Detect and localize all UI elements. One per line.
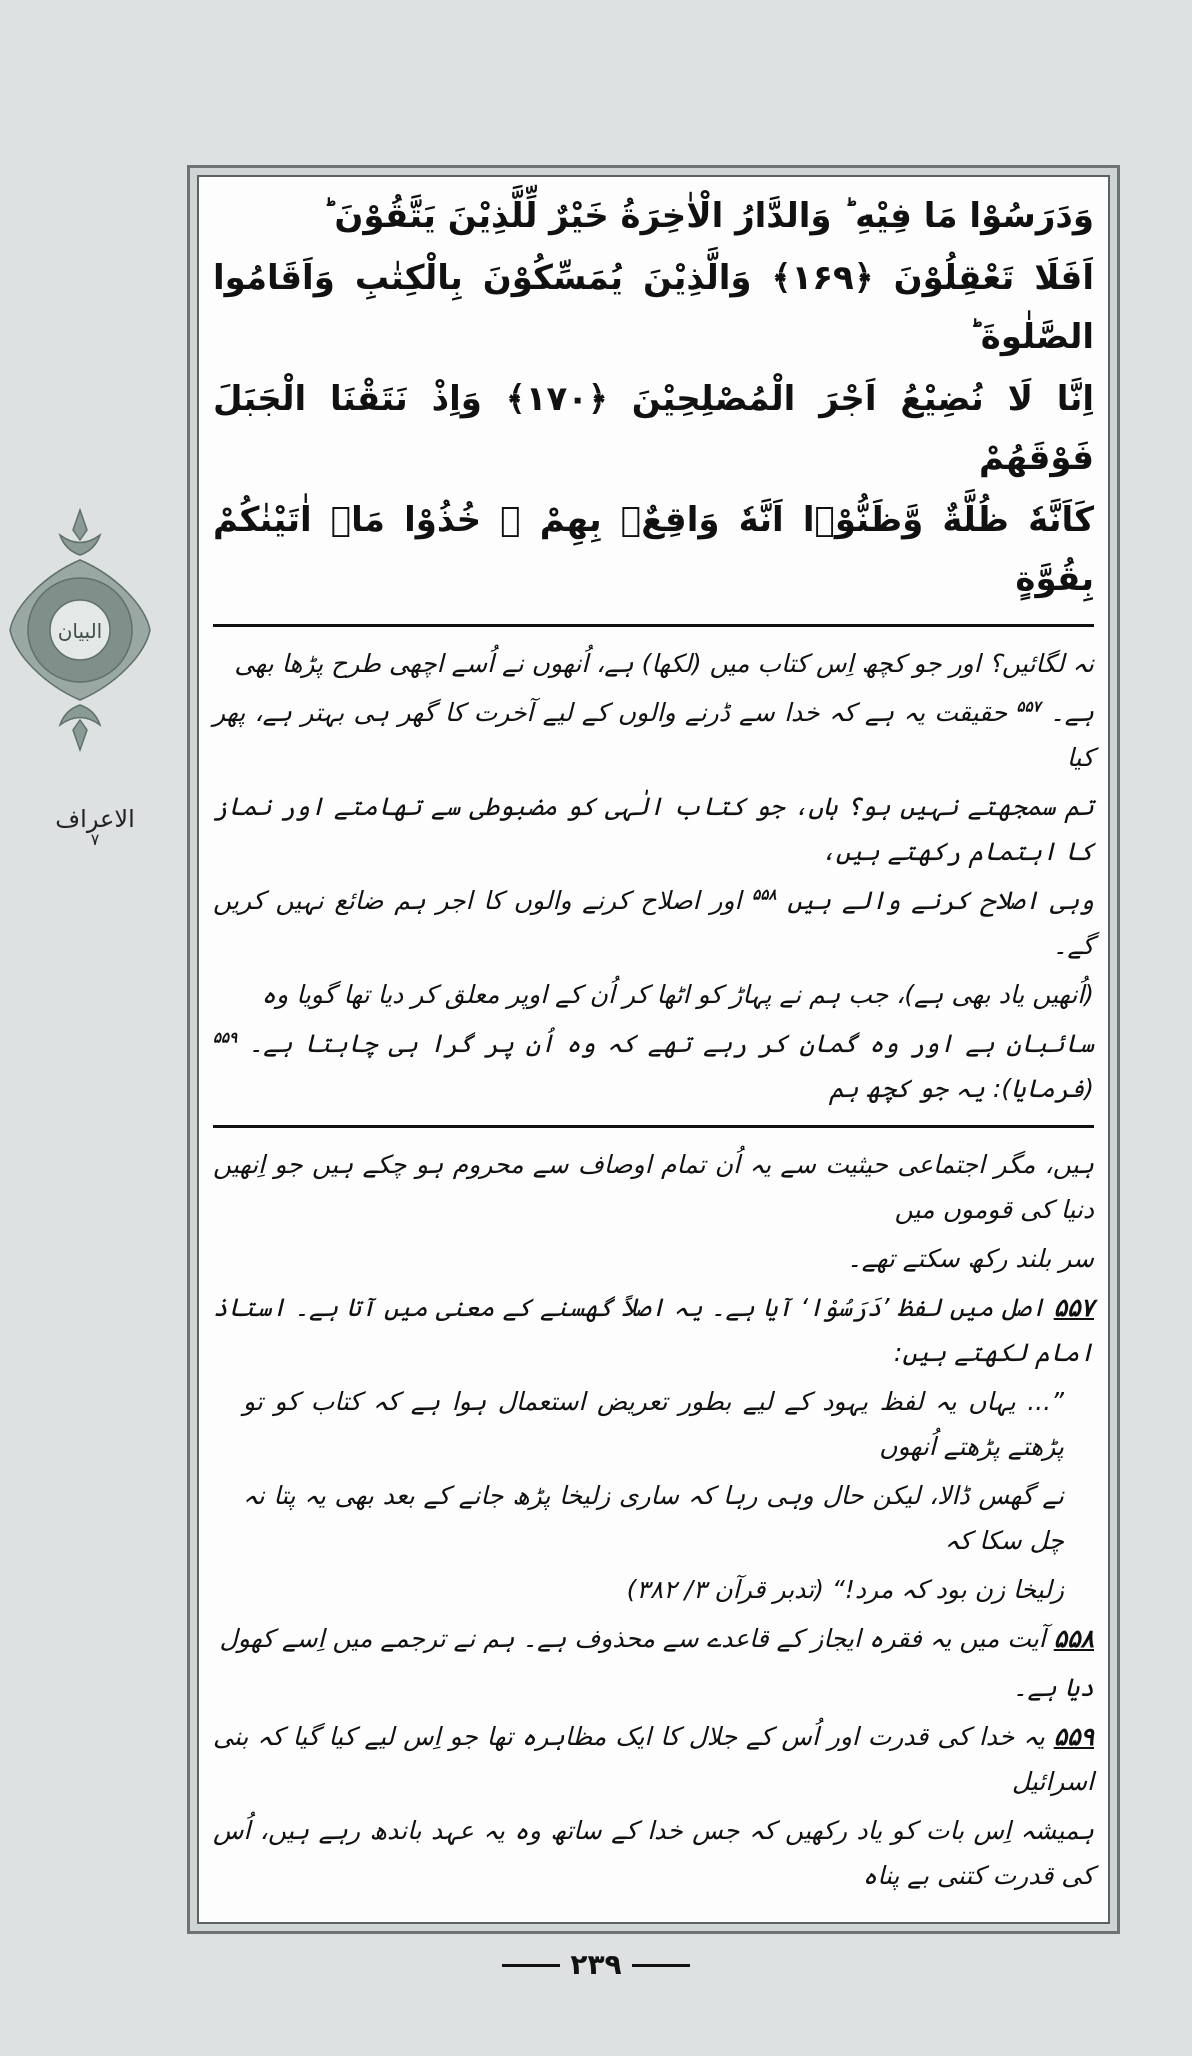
footnote-text: یہ خدا کی قدرت اور اُس کے جلال کا ایک مظاہرہ تھا جو اِس لیے کیا گیا کہ بنی اسرائیل <box>213 1721 1094 1796</box>
translation-line: (اُنھیں یاد بھی ہے)، جب ہم نے پہاڑ کو اٹھا کر اُن کے اوپر معلق کر دیا تھا گویا وہ <box>261 979 1094 1009</box>
section-divider <box>213 624 1094 627</box>
note-line: سر بلند رکھ سکتے تھے۔ <box>847 1243 1094 1273</box>
translation-line <box>213 1021 1094 1111</box>
translation-line <box>213 878 1094 968</box>
page-frame-inner <box>197 175 1110 1924</box>
footnote-quote-line: ”... یہاں یہ لفظ یہود کے لیے بطور تعریض استعمال ہوا ہے کہ کتاب کو تو پڑھتے پڑھتے اُنھوں <box>243 1386 1064 1461</box>
page-number-dash <box>632 1964 690 1967</box>
footnote-ref-558[interactable]: ۵۵۸ <box>752 885 777 904</box>
translation-text: (فرمایا): یہ جو کچھ ہم <box>829 1073 1094 1103</box>
surah-label <box>40 805 150 847</box>
footnote-text: آیت میں یہ فقرہ ایجاز کے قاعدے سے محذوف ہے۔ ہم نے ترجمے میں اِسے کھول <box>219 1623 1046 1653</box>
footnote-558 <box>213 1616 1094 1661</box>
translation-line <box>213 690 1094 780</box>
translation-text: سائبان ہے اور وہ گمان کر رہے تھے کہ وہ اُن پر گرا ہی چاہتا ہے۔ <box>248 1028 1094 1058</box>
page-number-dash <box>502 1964 560 1967</box>
medallion-title: البیان <box>57 619 103 643</box>
footnote-ref-557[interactable]: ۵۵۷ <box>1016 697 1041 716</box>
page-number-text: ۲۳۹ <box>570 1947 622 1981</box>
footnote-quote-line: نے گھس ڈالا، لیکن حال وہی رہا کہ ساری زلیخا پڑھ جانے کے بعد بھی یہ پتا نہ چل سکا کہ <box>243 1480 1064 1555</box>
al-bayan-medallion-ornament <box>5 505 155 755</box>
arabic-verse-line: وَدَرَسُوْا مَا فِيْهِ ؕ وَالدَّارُ الْاٰخِرَةُ خَيْرٌ لِّلَّذِيْنَ يَتَّقُوْنَ ؕ <box>322 196 1094 236</box>
page-number <box>0 1948 1192 1981</box>
surah-number: ۷ <box>90 830 100 849</box>
translation-text: اور اصلاح کرنے والوں کا اجر ہم ضائع نہیں کریں گے۔ <box>213 885 1094 960</box>
footnote-ref-559[interactable]: ۵۵۹ <box>213 1028 238 1047</box>
footnote-557 <box>213 1285 1094 1375</box>
note-line: دیا ہے۔ <box>1012 1672 1094 1702</box>
footnote-number: ۵۵۸ <box>1053 1623 1094 1653</box>
footnote-text: اصل میں لفظ ’دَرَسُوْا‘ آیا ہے۔ یہ اصلاً گھسنے کے معنی میں آتا ہے۔ استاذ امام لکھتے ہیں: <box>213 1292 1094 1367</box>
arabic-verse-line: اَفَلَا تَعْقِلُوْنَ ﴿۱۶۹﴾ وَالَّذِيْنَ يُمَسِّكُوْنَ بِالْكِتٰبِ وَاَقَامُوا الصَّلٰوةَ ؕ <box>213 257 1094 357</box>
arabic-verse-line: اِنَّا لَا نُضِيْعُ اَجْرَ الْمُصْلِحِيْنَ ﴿۱۷۰﴾ وَاِذْ نَتَقْنَا الْجَبَلَ فَوْقَهُمْ <box>213 378 1094 478</box>
footnote-number: ۵۵۷ <box>1053 1292 1094 1322</box>
note-line: ہمیشہ اِس بات کو یاد رکھیں کہ جس خدا کے ساتھ وہ یہ عہد باندھ رہے ہیں، اُس کی قدرت کتنی بے پناہ <box>213 1815 1094 1890</box>
arabic-verse-line: كَاَنَّهٗ ظُلَّةٌ وَّظَنُّوْۤا اَنَّهٗ وَاقِعٌۢ بِهِمْ ۚ خُذُوْا مَاۤ اٰتَيْنٰكُمْ بِقُوَّةٍ <box>213 499 1094 599</box>
page-frame-outer <box>187 165 1120 1934</box>
translation-line: تم سمجھتے نہیں ہو؟ ہاں، جو کتاب الٰہی کو مضبوطی سے تھامتے اور نماز کا اہتمام رکھتے ہیں، <box>213 791 1094 866</box>
note-line: ہیں، مگر اجتماعی حیثیت سے یہ اُن تمام اوصاف سے محروم ہو چکے ہیں جو اِنھیں دنیا کی قوموں میں <box>213 1149 1094 1224</box>
surah-name: الاعراف <box>55 805 135 833</box>
translation-text: حقیقت یہ ہے کہ خدا سے ڈرنے والوں کے لیے آخرت کا گھر ہی بہتر ہے، پھر کیا <box>213 697 1094 772</box>
footnote-quote-line: زلیخا زن بود کہ مرد!“ (تدبر قرآن ۳/ ۳۸۲) <box>626 1574 1064 1604</box>
footnote-number: ۵۵۹ <box>1053 1721 1094 1751</box>
footnote-559 <box>213 1714 1094 1804</box>
translation-line: نہ لگائیں؟ اور جو کچھ اِس کتاب میں (لکھا) ہے، اُنھوں نے اُسے اچھی طرح پڑھا بھی <box>234 648 1094 678</box>
translation-text: وہی اصلاح کرنے والے ہیں <box>787 885 1094 915</box>
section-divider <box>213 1125 1094 1128</box>
translation-text: ہے۔ <box>1050 697 1094 727</box>
